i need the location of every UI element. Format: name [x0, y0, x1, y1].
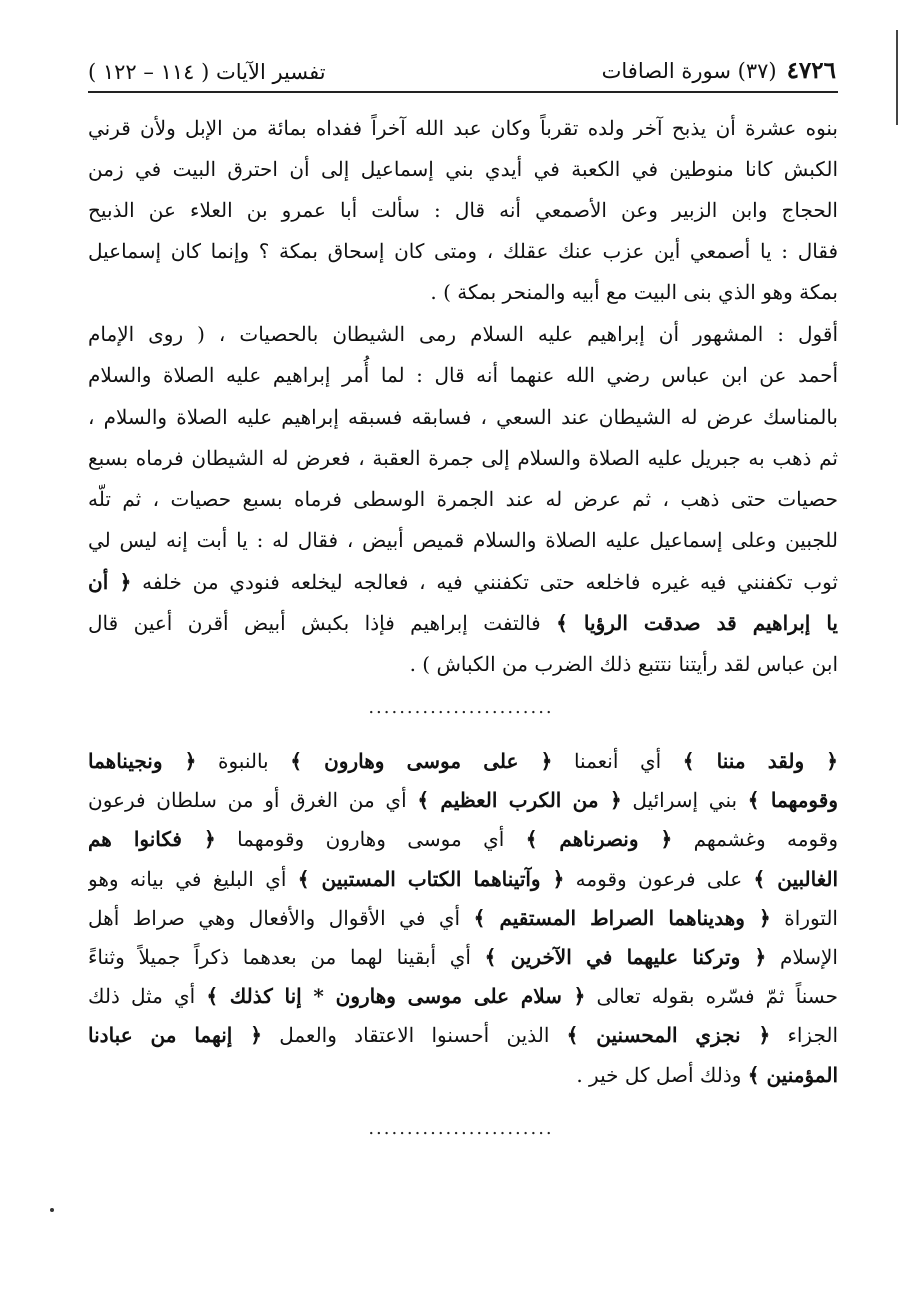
text-line	[88, 603, 838, 644]
text-segment: أي البليغ في بيانه وهو	[88, 866, 287, 891]
quran-quote: ﴿ سلام على موسى وهارون * إنا كذلك ﴾	[206, 984, 586, 1009]
quran-quote: وقومهما ﴾	[747, 788, 838, 813]
text-line: الحجاج وابن الزبير وعن الأصمعي أنه قال : سألت أبا عمرو بن العلاء عن الذبيح	[88, 198, 838, 222]
text-line: للجبين وعلى إسماعيل عليه الصلاة والسلام قميص أبيض ، فقال له : يا أبت إنه ليس لي	[88, 528, 838, 553]
text-segment: وذلك أصل كل خير .	[576, 1062, 742, 1087]
page-header	[88, 44, 836, 84]
text-line	[88, 562, 838, 603]
quran-quote: ﴿ وتركنا عليهما في الآخرين ﴾	[484, 944, 767, 969]
text-line	[88, 742, 838, 781]
paragraph-3	[88, 742, 838, 1095]
quran-quote: الغالبين ﴾	[753, 866, 838, 891]
dotted-separator: ........................	[368, 1118, 554, 1139]
text-line: ثم ذهب به جبريل عليه الصلاة والسلام إلى جمرة العقبة ، فعرض له الشيطان فرماه بسبع	[88, 445, 838, 470]
text-line	[88, 977, 838, 1016]
quran-quote: ﴿ ونصرناهم ﴾	[525, 827, 673, 852]
text-segment: أي موسى وهارون وقومهما	[237, 827, 505, 852]
text-line	[88, 938, 838, 977]
text-line: أقول : المشهور أن إبراهيم عليه السلام رمى الشيطان بالحصيات ، ( روى الإمام	[88, 322, 838, 346]
text-line: حصيات حتى ذهب ، ثم عرض له عند الجمرة الوسطى فرماه بسبع حصيات ، ثم تلّه	[88, 487, 838, 512]
quran-quote: يا إبراهيم قد صدقت الرؤيا ﴾	[556, 611, 838, 636]
quran-quote: ﴿ فكانوا هم	[88, 827, 216, 852]
text-line	[88, 1016, 838, 1055]
text-segment: فالتفت إبراهيم فإذا بكبش أبيض أقرن أعين قال	[88, 611, 541, 636]
header-right	[602, 57, 836, 84]
text-line: بمكة وهو الذي بنى البيت مع أبيه والمنحر بمكة ) .	[430, 280, 838, 304]
quran-quote: ﴿ من الكرب العظيم ﴾	[417, 788, 622, 813]
quran-quote: ﴿ ولقد مننا ﴾	[682, 749, 838, 773]
text-line: بالمناسك عرض له الشيطان عند السعي ، فسابقه فسبقه إبراهيم عليه الصلاة والسلام ،	[88, 404, 838, 429]
scan-speck	[50, 1208, 54, 1212]
text-segment: حسناً ثمّ فسّره بقوله تعالى	[596, 984, 838, 1009]
text-segment: التوراة	[784, 905, 838, 930]
text-line: فقال : يا أصمعي أين عزب عنك عقلك ، ومتى كان إسحاق بمكة ؟ وإنما كان إسماعيل	[88, 239, 838, 263]
dotted-separator: ........................	[368, 697, 554, 718]
quran-quote: ﴿ وهديناهما الصراط المستقيم ﴾	[473, 905, 771, 930]
quran-quote: ﴿ ونجيناهما	[88, 749, 197, 773]
text-line	[88, 860, 838, 899]
text-segment: بالنبوة	[217, 749, 269, 773]
text-segment: بني إسرائيل	[632, 788, 738, 813]
text-line	[88, 1056, 838, 1095]
page-number: ٤٧٢٦	[786, 57, 836, 84]
text-line: أحمد عن ابن عباس رضي الله عنهما أنه قال : لما أُمر إبراهيم عليه الصلاة والسلام	[88, 363, 838, 388]
header-rule	[88, 91, 838, 93]
text-segment: أي أنعمنا	[573, 749, 662, 773]
text-line	[88, 781, 838, 820]
text-line: بنوه عشرة أن يذبح آخر ولده تقرباً وكان عبد الله آخراً ففداه بمائة من الإبل ولأن قرني	[88, 116, 838, 140]
surah-title: (٣٧) سورة الصافات	[601, 59, 777, 83]
text-segment: على فرعون وقومه	[575, 866, 743, 891]
page-edge-line	[896, 30, 898, 125]
text-segment: وقومه وغشمهم	[693, 827, 838, 852]
text-segment: الذين أحسنوا الاعتقاد والعمل	[279, 1023, 550, 1048]
text-segment: أي مثل ذلك	[88, 984, 196, 1009]
text-segment: الجزاء	[787, 1023, 838, 1048]
text-segment: أي من الغرق أو من سلطان فرعون	[88, 788, 407, 813]
text-line: ابن عباس لقد رأيتنا نتتبع ذلك الضرب من الكباش ) .	[409, 652, 838, 677]
quran-quote: ﴿ أن	[88, 569, 132, 594]
text-line	[88, 899, 838, 938]
quran-quote: ﴿ إنهما من عبادنا	[88, 1023, 262, 1048]
text-line	[88, 820, 838, 859]
text-segment: أي أبقينا لهما من بعدهما ذكراً جميلاً وثناءً	[88, 944, 471, 969]
text-segment: أي في الأقوال والأفعال وهي صراط أهل	[88, 905, 461, 930]
paragraph-1	[88, 108, 838, 313]
quran-quote: ﴿ على موسى وهارون ﴾	[290, 749, 553, 773]
verses-range-title: تفسير الآيات ( ١١٤ – ١٢٢ )	[88, 60, 326, 84]
quran-quote: ﴿ وآتيناهما الكتاب المستبين ﴾	[297, 866, 565, 891]
text-segment: الإسلام	[779, 944, 838, 969]
text-line: الكبش كانا منوطين في الكعبة في أيدي بني إسماعيل إلى أن احترق البيت في زمن	[88, 157, 838, 181]
quran-quote: المؤمنين ﴾	[747, 1062, 838, 1087]
paragraph-2	[88, 314, 838, 686]
text-segment: ثوب تكفنني فيه غيره فاخلعه حتى تكفنني فيه ، فعالجه ليخلعه فنودي من خلفه	[142, 569, 838, 594]
quran-quote: ﴿ نجزي المحسنين ﴾	[566, 1023, 771, 1048]
